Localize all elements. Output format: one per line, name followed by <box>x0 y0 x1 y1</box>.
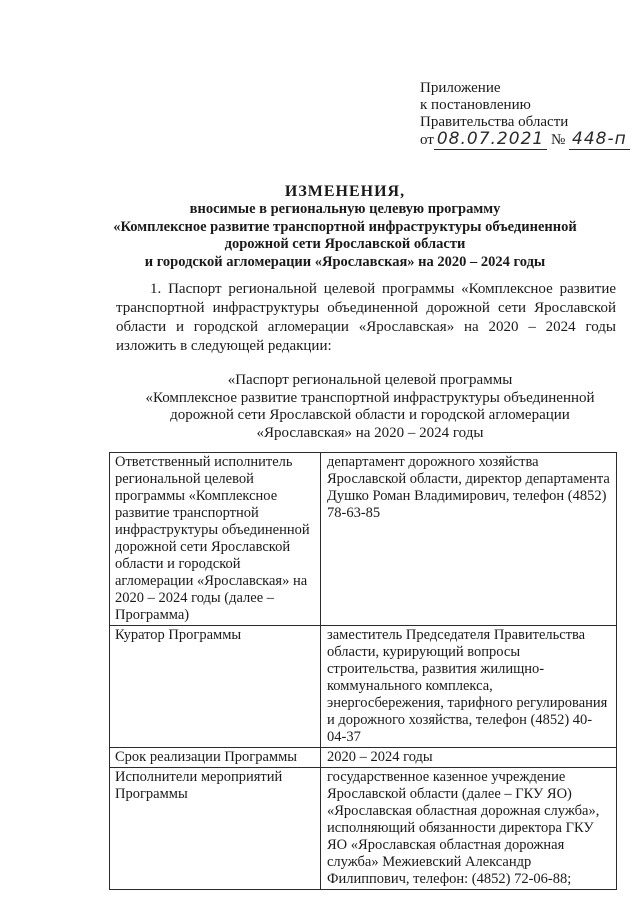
row-label-responsible: Ответственный исполнитель региональной целевой программы «Комплексное развитие транспортной инфраструктуры объединенной дорожной сети Ярославской области и городской агломерации «Ярославская» на 2020 – 2024 годы (далее – Программа) <box>110 453 321 626</box>
number-label: № <box>550 132 566 148</box>
table-row <box>110 768 617 890</box>
title-line-3: дорожной сети Ярославской области <box>224 236 466 252</box>
passport-heading-line-3: дорожной сети Ярославской области и городской агломерации <box>170 407 570 423</box>
appendix-date-line <box>420 131 630 149</box>
handwritten-number: 448-п <box>569 129 630 150</box>
paragraph-text: 1. Паспорт региональной целевой программы «Комплексное развитие транспортной инфраструктуры объединенной дорожной сети Ярославской области и городской агломерации «Ярославская» на 2020 – 2024 годы изложить в следующей редакции: <box>116 281 616 354</box>
title-line-2: «Комплексное развитие транспортной инфраструктуры объединенной <box>113 218 577 235</box>
table-row <box>110 748 617 768</box>
appendix-line-3: Правительства области <box>420 114 569 130</box>
appendix-block <box>420 80 630 149</box>
appendix-line-1: Приложение <box>420 80 501 96</box>
table-row <box>110 626 617 748</box>
row-value-responsible: департамент дорожного хозяйства Ярославской области, директор департамента Душко Роман Владимирович, телефон (4852) 78-63-85 <box>321 453 617 626</box>
passport-heading-line-2: «Комплексное развитие транспортной инфраструктуры объединенной <box>145 389 595 406</box>
row-value-curator: заместитель Председателя Правительства области, курирующий вопросы строительства, развития жилищно-коммунального комплекса, энергосбережения, тарифного регулирования и дорожного хозяйства, телефон (4852) 40-04-37 <box>321 626 617 748</box>
row-value-executors: государственное казенное учреждение Ярославской области (далее – ГКУ ЯО) «Ярославская областная дорожная служба», исполняющий обязанности директора ГКУ ЯО «Ярославская областная дорожная служба» Межиевский Александр Филиппович, телефон: (4852) 72-06-88; <box>321 768 617 890</box>
row-value-term: 2020 – 2024 годы <box>321 748 617 768</box>
row-label-term: Срок реализации Программы <box>110 748 321 768</box>
passport-table <box>109 452 617 890</box>
row-label-executors: Исполнители мероприятий Программы <box>110 768 321 890</box>
passport-heading-line-4: «Ярославская» на 2020 – 2024 годы <box>256 424 484 441</box>
title-line-4: и городской агломерации «Ярославская» на 2020 – 2024 годы <box>144 253 546 270</box>
title-heading: ИЗМЕНЕНИЯ, <box>284 183 406 200</box>
handwritten-date: 08.07.2021 <box>434 129 547 150</box>
document-title <box>110 183 580 271</box>
from-label: от <box>420 132 434 148</box>
passport-heading-line-1: «Паспорт региональной целевой программы <box>227 372 513 388</box>
title-line-1: вносимые в региональную целевую программу <box>189 201 501 217</box>
table-row <box>110 453 617 626</box>
passport-heading <box>130 372 610 442</box>
body-paragraph <box>116 280 616 356</box>
appendix-line-2: к постановлению <box>420 97 531 113</box>
row-label-curator: Куратор Программы <box>110 626 321 748</box>
